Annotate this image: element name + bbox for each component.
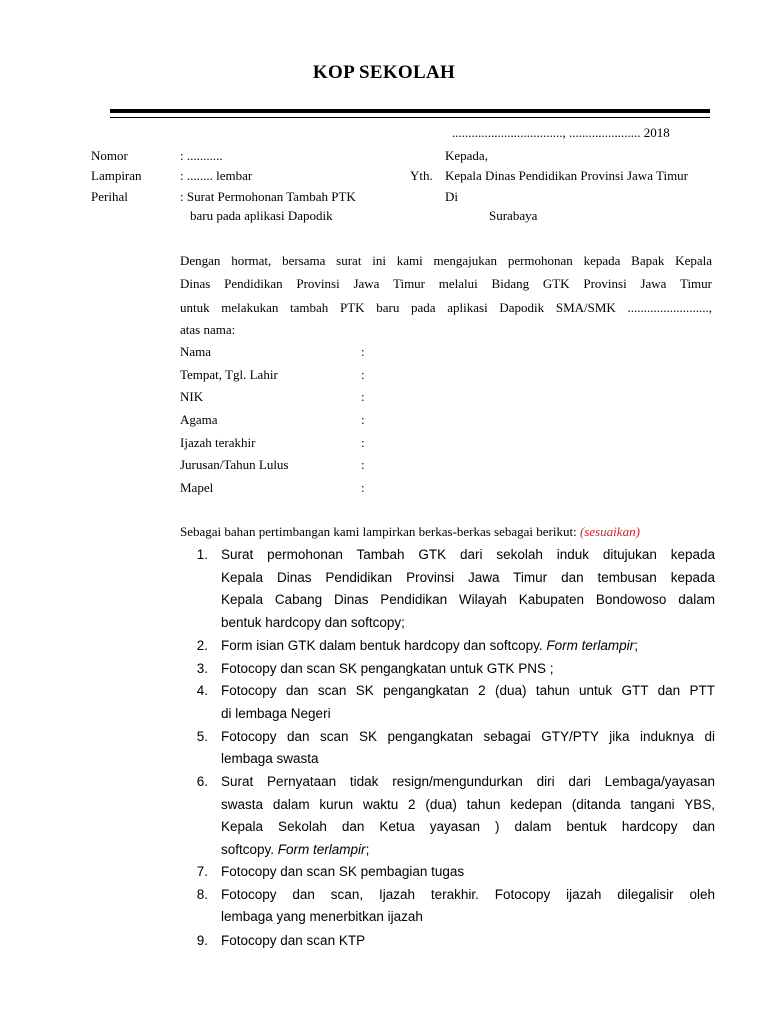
perihal-label: Perihal (91, 189, 128, 204)
field-label-nama: Nama (180, 344, 212, 359)
nomor-label: Nomor (91, 148, 128, 163)
field-colon: : (361, 367, 365, 382)
perihal-value-1: : Surat Permohonan Tambah PTK (180, 189, 356, 204)
recipient-kepada: Kepada, (445, 148, 488, 163)
letterhead-rule-thin (110, 117, 710, 118)
letterhead-title: KOP SEKOLAH (312, 62, 456, 83)
perihal-value-2: baru pada aplikasi Dapodik (190, 208, 333, 223)
list-item-line: Kepala Sekolah dan Ketua yayasan ) dalam bentuk hardcopy dan (221, 819, 715, 834)
opening-line-3: untuk melakukan tambah PTK baru pada aplikasi Dapodik SMA/SMK ........................., (180, 300, 712, 315)
list-item-tail: ; (634, 638, 638, 653)
field-colon: : (361, 435, 365, 450)
field-colon: : (361, 457, 365, 472)
attachments-intro-text: Sebagai bahan pertimbangan kami lampirkan berkas-berkas sebagai berikut: (180, 524, 577, 539)
list-number: 2. (196, 638, 208, 653)
field-label-mapel: Mapel (180, 480, 214, 495)
list-number: 4. (196, 683, 208, 698)
field-label-ijazah-terakhir: Ijazah terakhir (180, 435, 256, 450)
list-number: 8. (196, 887, 208, 902)
list-item-line: Surat permohonan Tambah GTK dari sekolah induk ditujukan kepada (221, 547, 715, 562)
list-item-line: swasta dalam kurun waktu 2 (dua) tahun kedepan (ditanda tangani YBS, (221, 797, 715, 812)
field-colon: : (361, 389, 365, 404)
list-item-tail: ; (365, 842, 370, 857)
list-number: 7. (196, 864, 208, 879)
list-item-line (221, 638, 638, 653)
field-label-agama: Agama (180, 412, 218, 427)
lampiran-label: Lampiran (91, 168, 142, 183)
list-item-line: Fotocopy dan scan SK pengangkatan sebagai GTY/PTY jika induknya di (221, 729, 715, 744)
field-label-tempat-tgl-lahir: Tempat, Tgl. Lahir (180, 367, 278, 382)
list-number: 1. (196, 547, 208, 562)
list-item-line: Fotocopy dan scan SK pengangkatan 2 (dua) tahun untuk GTT dan PTT (221, 683, 715, 698)
list-item-line: Surat Pernyataan tidak resign/mengundurkan diri dari Lembaga/yayasan (221, 774, 715, 789)
list-item-line: Kepala Cabang Dinas Pendidikan Wilayah Kabupaten Bondowoso dalam (221, 592, 715, 607)
lampiran-value: : ........ lembar (180, 168, 253, 183)
list-number: 6. (196, 774, 208, 789)
list-item-text: Form isian GTK dalam bentuk hardcopy dan softcopy. (221, 638, 543, 653)
recipient-city: Surabaya (489, 208, 538, 223)
field-colon: : (361, 344, 365, 359)
opening-line-2: Dinas Pendidikan Provinsi Jawa Timur melalui Bidang GTK Provinsi Jawa Timur (180, 276, 712, 291)
list-item-italic: Form terlampir (546, 638, 635, 653)
attachments-intro (180, 524, 640, 540)
field-colon: : (361, 412, 365, 427)
list-item-line: Fotocopy dan scan KTP (221, 933, 366, 948)
list-item-line: Fotocopy dan scan SK pembagian tugas (221, 864, 465, 879)
list-item-line: lembaga swasta (221, 751, 319, 766)
field-label-nik: NIK (180, 389, 204, 404)
list-item-line: Kepala Dinas Pendidikan Provinsi Jawa Timur dan tembusan kepada (221, 570, 715, 585)
list-item-line: Fotocopy dan scan, Ijazah terakhir. Fotocopy ijazah dilegalisir oleh (221, 887, 715, 902)
letterhead-rule-thick (110, 109, 710, 113)
attachments-intro-note: (sesuaikan) (579, 524, 640, 539)
list-item-line: bentuk hardcopy dan softcopy; (221, 615, 405, 630)
list-item-line: lembaga yang menerbitkan ijazah (221, 909, 423, 924)
list-number: 3. (196, 661, 208, 676)
list-number: 5. (196, 729, 208, 744)
nomor-value: : ........... (180, 148, 223, 163)
list-item-line: Fotocopy dan scan SK pengangkatan untuk GTK PNS ; (221, 661, 554, 676)
recipient-di: Di (445, 189, 458, 204)
date-line: .................................., ...................... 2018 (452, 125, 670, 140)
list-item-italic: Form terlampir (277, 842, 366, 857)
opening-line-4: atas nama: (180, 322, 236, 337)
recipient-yth: Yth. (410, 168, 433, 183)
recipient-name: Kepala Dinas Pendidikan Provinsi Jawa Timur (445, 168, 689, 183)
field-colon: : (361, 480, 365, 495)
list-item-line: di lembaga Negeri (221, 706, 331, 721)
list-item-text: softcopy. (221, 842, 275, 857)
opening-line-1: Dengan hormat, bersama surat ini kami mengajukan permohonan kepada Bapak Kepala (180, 253, 712, 268)
list-item-line (221, 842, 369, 857)
field-label-jurusan-tahun-lulus: Jurusan/Tahun Lulus (180, 457, 289, 472)
list-number: 9. (196, 933, 208, 948)
